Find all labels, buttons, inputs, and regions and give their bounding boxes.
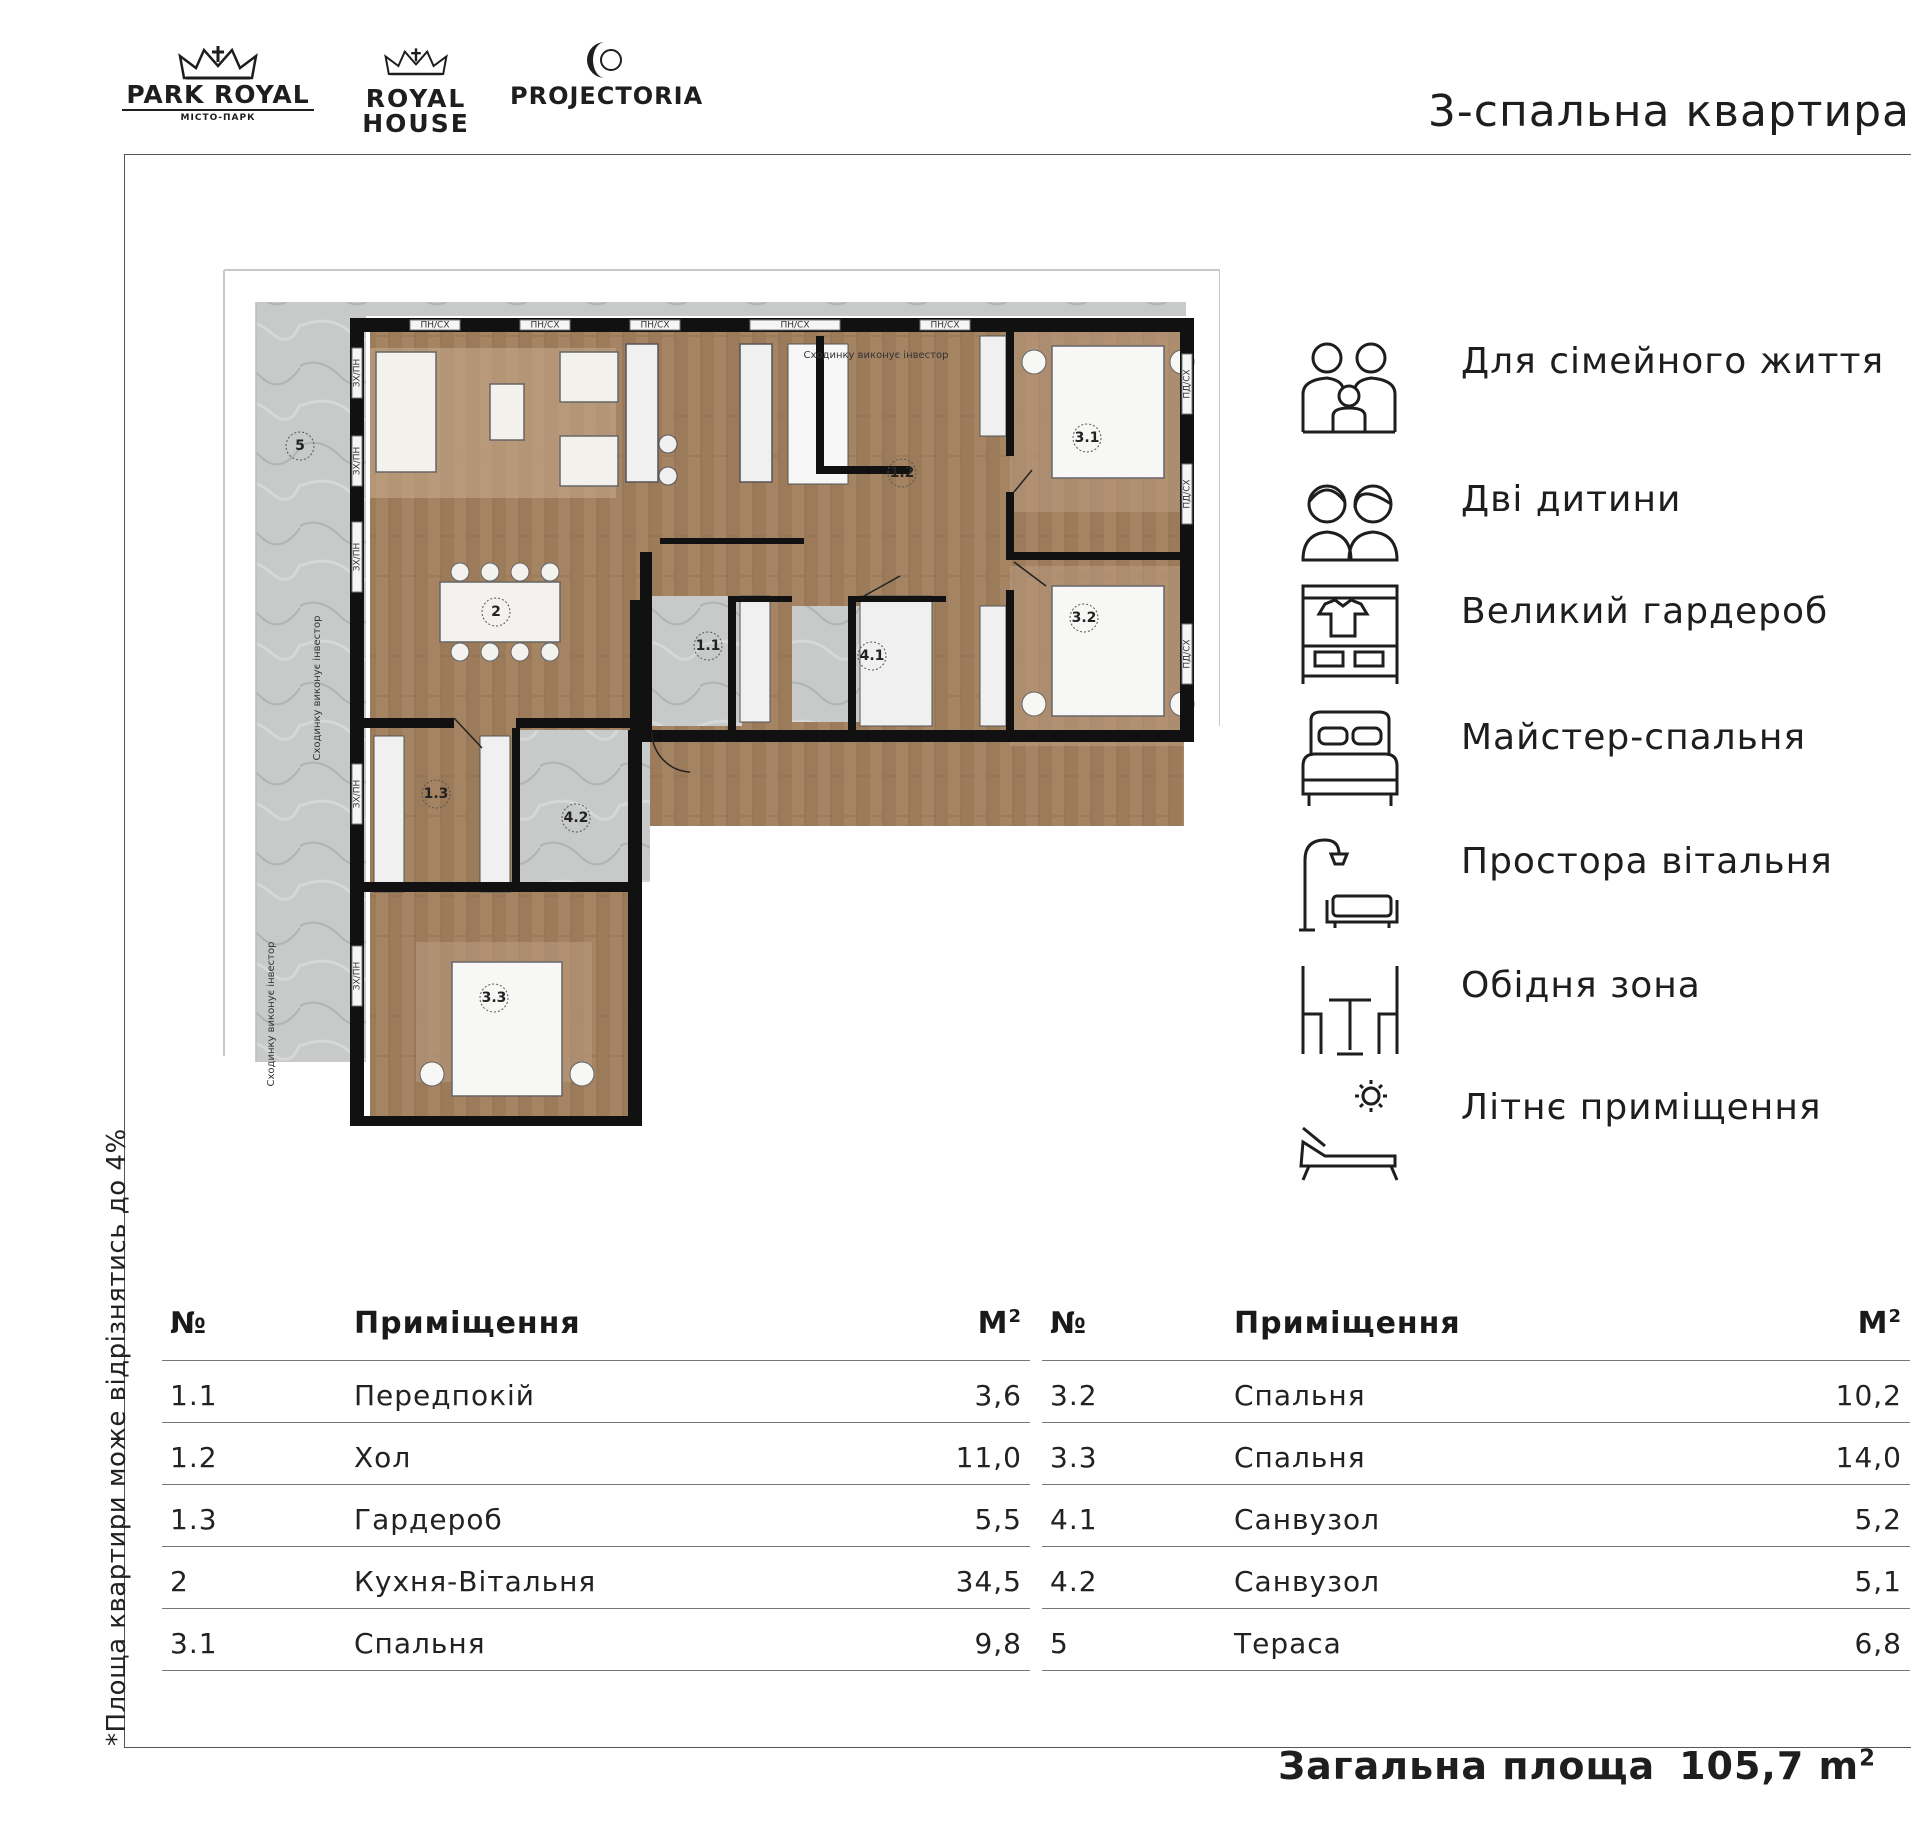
- royal-house-line2: HOUSE: [362, 109, 470, 138]
- rooms-table-right: [1042, 1306, 1910, 1671]
- table-row: [1042, 1547, 1910, 1609]
- row-number: 1.2: [170, 1441, 218, 1474]
- table-row: [1042, 1485, 1910, 1547]
- svg-text:Сходинку виконує інвестор: Сходинку виконує інвестор: [266, 941, 277, 1087]
- svg-text:ПН/СХ: ПН/СХ: [640, 320, 670, 331]
- wardrobe-icon: [1295, 580, 1405, 690]
- feature-text: Для сімейного життя: [1461, 341, 1885, 382]
- park-royal-logo: [122, 44, 314, 123]
- svg-text:ПД/СХ: ПД/СХ: [1182, 369, 1193, 399]
- total-label: Загальна площа: [1278, 1744, 1656, 1788]
- two-children-icon: [1295, 468, 1405, 578]
- svg-text:ПН/СХ: ПН/СХ: [780, 320, 810, 331]
- header-room: Приміщення: [1234, 1306, 1461, 1341]
- svg-text:ЗХ/ПН: ЗХ/ПН: [352, 961, 363, 991]
- svg-text:1.2: 1.2: [889, 465, 915, 481]
- header-area: $М^2$: [977, 1306, 1022, 1341]
- row-room: Кухня-Вітальня: [354, 1565, 597, 1598]
- feature-living-room: [1295, 830, 1895, 942]
- table-row: [162, 1423, 1030, 1485]
- row-number: 4.1: [1050, 1503, 1098, 1536]
- row-room: Хол: [354, 1441, 412, 1474]
- svg-text:Сходинку виконує інвестор: Сходинку виконує інвестор: [803, 350, 949, 361]
- royal-house-line1: ROYAL: [365, 84, 467, 113]
- double-bed-icon: [1295, 706, 1405, 816]
- projectoria-name: PROJECTORIA: [510, 82, 704, 110]
- rooms-table-left: [162, 1306, 1030, 1671]
- row-room: Спальня: [354, 1627, 486, 1660]
- row-area: 10,2: [1835, 1379, 1902, 1412]
- svg-text:Сходинку виконує інвестор: Сходинку виконує інвестор: [312, 615, 323, 761]
- crown-icon: [384, 44, 448, 80]
- feature-master-bedroom: [1295, 706, 1895, 818]
- row-area: 9,8: [974, 1627, 1022, 1660]
- row-number: 4.2: [1050, 1565, 1098, 1598]
- svg-text:ЗХ/ПН: ЗХ/ПН: [352, 542, 363, 572]
- row-area: 14,0: [1835, 1441, 1902, 1474]
- row-number: 3.2: [1050, 1379, 1098, 1412]
- table-header: [162, 1306, 1030, 1361]
- row-number: 3.1: [170, 1627, 218, 1660]
- area-disclaimer: *Площа квартири може відрізнятись до 4%: [102, 1128, 132, 1746]
- feature-text: Дві дитини: [1461, 479, 1682, 520]
- svg-text:ЗХ/ПН: ЗХ/ПН: [352, 446, 363, 476]
- table-header: [1042, 1306, 1910, 1361]
- table-row: [162, 1547, 1030, 1609]
- table-row: [162, 1361, 1030, 1423]
- park-royal-tagline: МІСТО-ПАРК: [180, 113, 256, 123]
- page-title: 3-спальна квартира: [1427, 86, 1910, 137]
- svg-text:1.3: 1.3: [423, 786, 449, 802]
- sofa-lamp-icon: [1295, 830, 1405, 940]
- header-area: $М^2$: [1857, 1306, 1902, 1341]
- row-room: Спальня: [1234, 1441, 1366, 1474]
- total-value: 105,7 $m^2$: [1679, 1744, 1876, 1788]
- floor-plan: [220, 266, 1220, 1126]
- svg-text:ПН/СХ: ПН/СХ: [530, 320, 560, 331]
- svg-text:3.3: 3.3: [481, 990, 507, 1006]
- svg-text:4.1: 4.1: [859, 648, 885, 664]
- feature-wardrobe: [1295, 580, 1895, 692]
- total-area: [1278, 1744, 1876, 1788]
- svg-text:2: 2: [491, 604, 501, 620]
- row-room: Спальня: [1234, 1379, 1366, 1412]
- svg-text:4.2: 4.2: [563, 810, 589, 826]
- feature-text: Майстер-спальня: [1461, 717, 1807, 758]
- family-icon: [1295, 330, 1405, 440]
- feature-summer-room: [1295, 1076, 1895, 1188]
- svg-text:1.1: 1.1: [695, 638, 721, 654]
- row-area: 3,6: [974, 1379, 1022, 1412]
- row-number: 1.3: [170, 1503, 218, 1536]
- header-room: Приміщення: [354, 1306, 581, 1341]
- table-row: [1042, 1361, 1910, 1423]
- feature-children: [1295, 468, 1895, 580]
- svg-text:3.2: 3.2: [1071, 610, 1097, 626]
- table-row: [162, 1485, 1030, 1547]
- feature-text: Літнє приміщення: [1461, 1087, 1822, 1128]
- feature-family: [1295, 330, 1895, 442]
- row-number: 1.1: [170, 1379, 218, 1412]
- crescent-icon: [585, 40, 625, 80]
- row-area: 6,8: [1854, 1627, 1902, 1660]
- svg-text:3.1: 3.1: [1074, 430, 1100, 446]
- table-row: [162, 1609, 1030, 1671]
- header-number: №: [1050, 1306, 1088, 1341]
- svg-text:5: 5: [295, 438, 305, 454]
- row-room: Тераса: [1234, 1627, 1342, 1660]
- header-number: №: [170, 1306, 208, 1341]
- feature-text: Обідня зона: [1461, 965, 1701, 1006]
- svg-text:ЗХ/ПН: ЗХ/ПН: [352, 779, 363, 809]
- row-room: Гардероб: [354, 1503, 503, 1536]
- row-area: 5,5: [974, 1503, 1022, 1536]
- svg-text:ПН/СХ: ПН/СХ: [930, 320, 960, 331]
- projectoria-logo: [510, 40, 704, 110]
- row-area: 5,1: [1854, 1565, 1902, 1598]
- row-number: 3.3: [1050, 1441, 1098, 1474]
- feature-dining: [1295, 954, 1895, 1066]
- row-area: 5,2: [1854, 1503, 1902, 1536]
- bed-3-3: [452, 962, 562, 1096]
- row-room: Передпокій: [354, 1379, 535, 1412]
- row-area: 34,5: [955, 1565, 1022, 1598]
- feature-text: Великий гардероб: [1461, 591, 1829, 632]
- bed-3-2: [1052, 586, 1164, 716]
- row-room: Санвузол: [1234, 1565, 1381, 1598]
- svg-text:ПН/СХ: ПН/СХ: [420, 320, 450, 331]
- svg-text:ПД/СХ: ПД/СХ: [1182, 479, 1193, 509]
- svg-text:ЗХ/ПН: ЗХ/ПН: [352, 358, 363, 388]
- dining-table-icon: [1295, 954, 1405, 1064]
- table-row: [1042, 1609, 1910, 1671]
- row-number: 2: [170, 1565, 189, 1598]
- bed-3-1: [1052, 346, 1164, 478]
- svg-text:ПД/СХ: ПД/СХ: [1182, 639, 1193, 669]
- table-row: [1042, 1423, 1910, 1485]
- sun-lounger-icon: [1295, 1076, 1405, 1186]
- park-royal-name: PARK ROYAL: [122, 82, 314, 111]
- row-area: 11,0: [955, 1441, 1022, 1474]
- row-room: Санвузол: [1234, 1503, 1381, 1536]
- row-number: 5: [1050, 1627, 1069, 1660]
- feature-text: Простора вітальня: [1461, 841, 1833, 882]
- crown-icon: [178, 44, 258, 82]
- royal-house-logo: [358, 44, 474, 136]
